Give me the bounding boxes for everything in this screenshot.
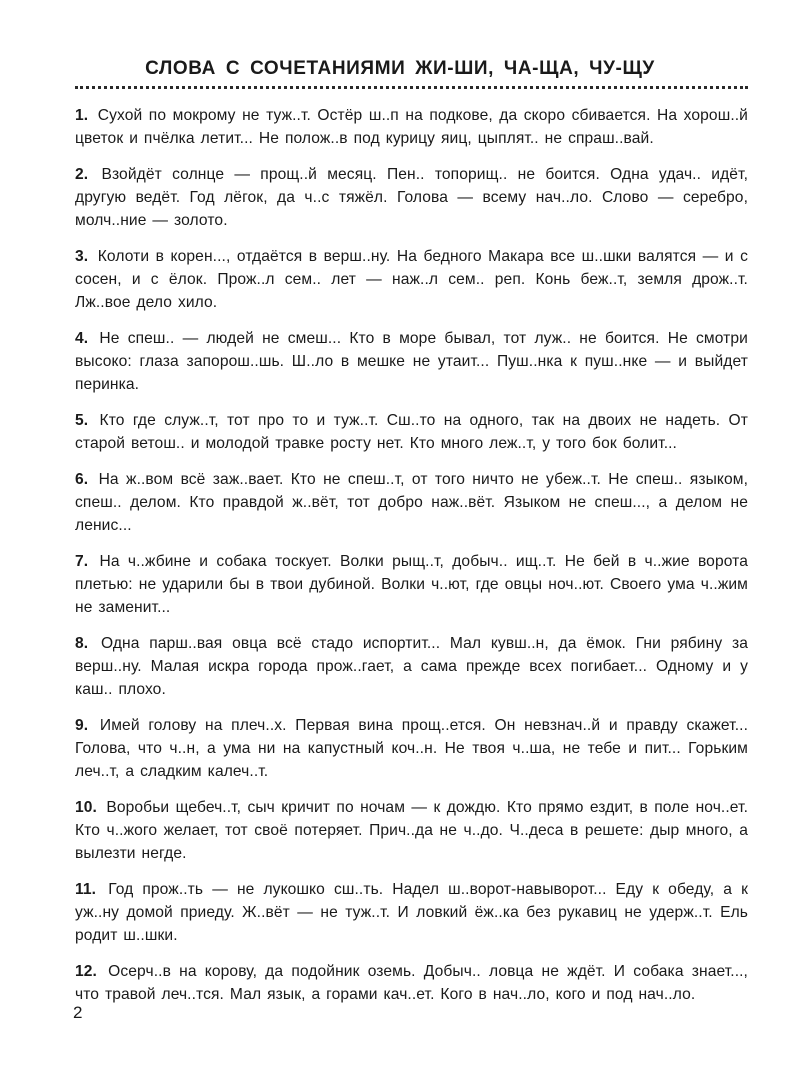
exercise-text: Не спеш.. — людей не смеш... Кто в море бывал, тот луж.. не боится. Не смотри высоко: глаза запорош..шь. Ш..ло в мешке не утаит... Пуш..нка к пуш..нке — и выйдет перинка. [75,330,748,393]
title-dotted-divider [75,86,748,89]
exercise-text: На ч..жбине и собака тоскует. Волки рыщ..т, добыч.. ищ..т. Не бей в ч..жие ворота плетью: не ударили бы в твои дубиной. Волки ч..ют, где овцы ноч..ют. Своего ума ч..жим не заменит... [75,553,748,616]
exercise-text: Воробьи щебеч..т, сыч кричит по ночам — к дождю. Кто прямо ездит, в поле ноч..ет. Кто ч..жого желает, тот своё потеряет. Прич..да не ч..до. Ч..деса в решете: дыр много, а вылезти негде. [75,799,748,862]
page-number: 2 [73,1003,83,1022]
exercise-11 [75,878,748,947]
exercise-number: 8. [75,635,89,652]
exercise-text: На ж..вом всё заж..вает. Кто не спеш..т, от того ничто не убеж..т. Не спеш.. языком, спеш.. делом. Кто правдой ж..вёт, тот добро наж..вёт. Языком не спеш..., а делом не ленис... [75,471,748,534]
exercise-text: Сухой по мокрому не туж..т. Остёр ш..п на подкове, да скоро сбивается. На хорош..й цветок и пчёлка летит... Не полож..в под курицу яиц, цыплят.. не спраш..вай. [75,107,748,147]
exercise-5 [75,409,748,455]
exercise-number: 7. [75,553,89,570]
exercise-number: 12. [75,963,97,980]
exercise-10 [75,796,748,865]
exercise-number: 10. [75,799,97,816]
page-title: СЛОВА С СОЧЕТАНИЯМИ ЖИ-ШИ, ЧА-ЩА, ЧУ-ЩУ [145,58,655,79]
exercise-2 [75,163,748,232]
exercise-number: 3. [75,248,89,265]
exercise-9 [75,714,748,783]
exercise-number: 11. [75,881,97,898]
exercise-text: Колоти в корен..., отдаётся в верш..ну. На бедного Макара все ш..шки валятся — и с сосен, и с ёлок. Прож..л сем.. лет — наж..л сем.. реп. Конь беж..т, земля дрож..т. Лж..вое дело хило. [75,248,748,311]
exercise-3 [75,245,748,314]
exercise-text: Одна парш..вая овца всё стадо испортит... Мал кувш..н, да ёмок. Гни рябину за верш..ну. Малая искра города прож..гает, а сама прежде всех погибает... Одному и у каш.. плохо. [75,635,748,698]
exercise-text: Кто где служ..т, тот про то и туж..т. Сш..то на одного, так на двоих не надеть. От старой ветош.. и молодой травке росту нет. Кто много леж..т, у того бок болит... [75,412,748,452]
exercise-list [75,104,748,1019]
exercise-4 [75,327,748,396]
exercise-number: 2. [75,166,89,183]
exercise-1 [75,104,748,150]
exercise-text: Взойдёт солнце — прощ..й месяц. Пен.. топорищ.. не боится. Одна удач.. идёт, другую ведёт. Год лёгок, да ч..с тяжёл. Голова — всему нач..ло. Слово — серебро, молч..ние — золото. [75,166,748,229]
exercise-number: 1. [75,107,89,124]
exercise-number: 5. [75,412,89,429]
exercise-8 [75,632,748,701]
exercise-number: 4. [75,330,89,347]
exercise-text: Осерч..в на корову, да подойник оземь. Добыч.. ловца не ждёт. И собака знает..., что травой леч..тся. Мал язык, а горами кач..ет. Кого в нач..ло, кого и под нач..ло. [75,963,748,1003]
exercise-number: 9. [75,717,89,734]
exercise-text: Год прож..ть — не лукошко сш..ть. Надел ш..ворот-навыворот... Еду к обеду, а к уж..ну домой приеду. Ж..вёт — не туж..т. И ловкий ёж..ка без рукавиц не удерж..т. Ель родит ш..шки. [75,881,748,944]
exercise-number: 6. [75,471,89,488]
exercise-text: Имей голову на плеч..х. Первая вина прощ..ется. Он невзнач..й и правду скажет... Голова, что ч..н, а ума ни на капустный коч..н. Не твоя ч..ша, не тебе и пит... Горьким леч..т, а сладким калеч..т. [75,717,748,780]
exercise-7 [75,550,748,619]
exercise-12 [75,960,748,1006]
exercise-6 [75,468,748,537]
